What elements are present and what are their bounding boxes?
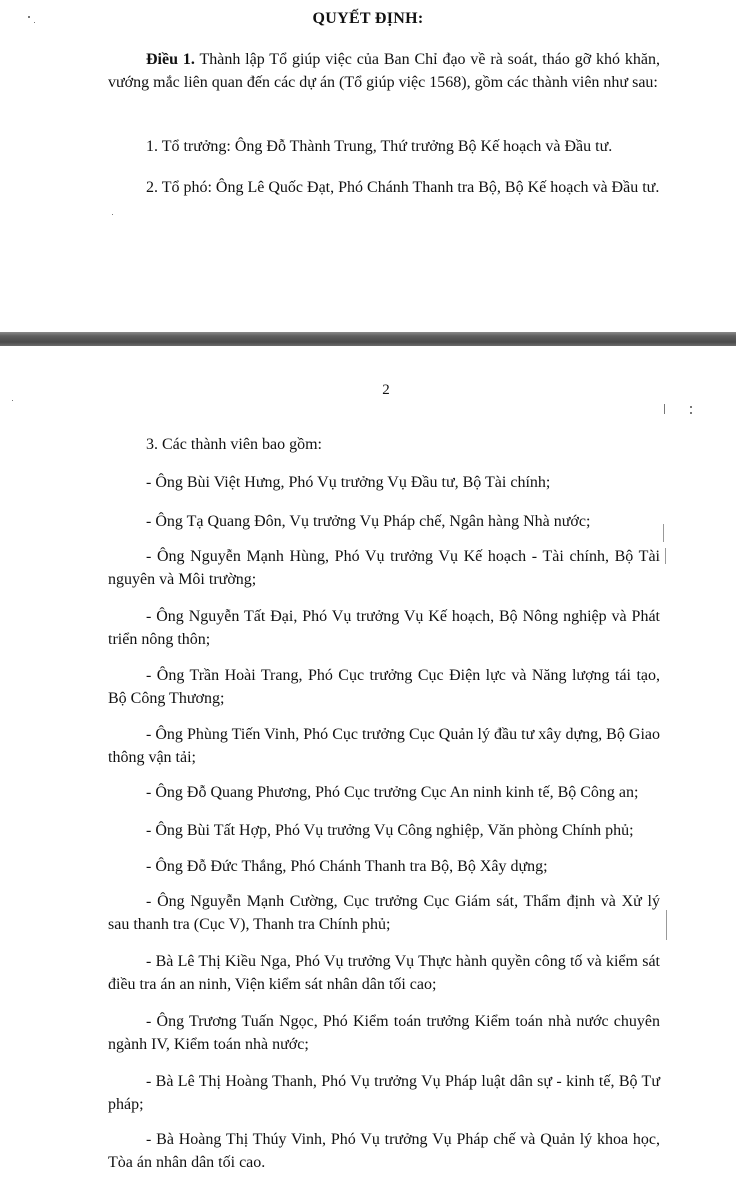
decision-title: QUYẾT ĐỊNH:: [312, 10, 424, 27]
member-item: - Ông Trần Hoài Trang, Phó Cục trưởng Cục Điện lực và Năng lượng tái tạo, Bộ Công Thương;: [108, 667, 660, 707]
member-item: - Bà Lê Thị Hoàng Thanh, Phó Vụ trưởng Vụ Pháp luật dân sự - kinh tế, Bộ Tư pháp;: [108, 1073, 660, 1113]
page-divider: [0, 332, 736, 346]
member-item: - Ông Nguyễn Mạnh Hùng, Phó Vụ trưởng Vụ Kế hoạch - Tài chính, Bộ Tài nguyên và Môi trường;: [108, 548, 660, 588]
member-item: - Ông Nguyễn Mạnh Cường, Cục trưởng Cục Giám sát, Thẩm định và Xử lý sau thanh tra (Cục V), Thanh tra Chính phủ;: [108, 893, 660, 933]
scan-line: [663, 524, 664, 542]
scan-line: [666, 910, 667, 940]
scan-speck: [664, 404, 665, 414]
scan-line: [665, 548, 666, 564]
article-text: Thành lập Tổ giúp việc của Ban Chỉ đạo về rà soát, tháo gỡ khó khăn, vướng mắc liên quan đến các dự án (Tổ giúp việc 1568), gồm các thành viên như sau:: [108, 51, 661, 91]
member-item: - Ông Trương Tuấn Ngọc, Phó Kiểm toán trưởng Kiểm toán nhà nước chuyên ngành IV, Kiểm toán nhà nước;: [108, 1013, 660, 1053]
member-item: - Ông Bùi Việt Hưng, Phó Vụ trưởng Vụ Đầu tư, Bộ Tài chính;: [146, 474, 551, 491]
deputy-leader-item: 2. Tổ phó: Ông Lê Quốc Đạt, Phó Chánh Thanh tra Bộ, Bộ Kế hoạch và Đầu tư.: [146, 179, 660, 196]
member-item: - Ông Đỗ Quang Phương, Phó Cục trưởng Cục An ninh kinh tế, Bộ Công an;: [146, 784, 639, 801]
member-item: - Ông Bùi Tất Hợp, Phó Vụ trưởng Vụ Công nghiệp, Văn phòng Chính phủ;: [146, 822, 634, 839]
member-item: - Bà Hoàng Thị Thúy Vinh, Phó Vụ trưởng Vụ Pháp chế và Quản lý khoa học, Tòa án nhân dân tối cao.: [108, 1131, 660, 1171]
member-item: - Ông Nguyễn Tất Đại, Phó Vụ trưởng Vụ Kế hoạch, Bộ Nông nghiệp và Phát triển nông thôn;: [108, 608, 660, 648]
article-1-paragraph: [108, 48, 660, 94]
scan-speck: [690, 406, 692, 408]
member-item: - Bà Lê Thị Kiều Nga, Phó Vụ trưởng Vụ Thực hành quyền công tố và kiểm sát điều tra án an ninh, Viện kiểm sát nhân dân tối cao;: [108, 953, 660, 993]
scan-speck: [690, 412, 692, 414]
member-item: - Ông Tạ Quang Đôn, Vụ trưởng Vụ Pháp chế, Ngân hàng Nhà nước;: [146, 513, 591, 530]
scan-speck: [28, 16, 30, 18]
scan-speck: [112, 214, 113, 215]
members-heading: 3. Các thành viên bao gồm:: [146, 436, 322, 453]
member-item: - Ông Phùng Tiến Vinh, Phó Cục trưởng Cục Quản lý đầu tư xây dựng, Bộ Giao thông vận tải;: [108, 726, 660, 766]
page-number: 2: [382, 382, 390, 398]
article-label: Điều 1.: [146, 51, 195, 68]
scan-speck: [12, 400, 13, 401]
scan-speck: [34, 22, 35, 23]
team-leader-item: 1. Tổ trưởng: Ông Đỗ Thành Trung, Thứ trưởng Bộ Kế hoạch và Đầu tư.: [146, 138, 613, 155]
member-item: - Ông Đỗ Đức Thắng, Phó Chánh Thanh tra Bộ, Bộ Xây dựng;: [146, 858, 548, 875]
